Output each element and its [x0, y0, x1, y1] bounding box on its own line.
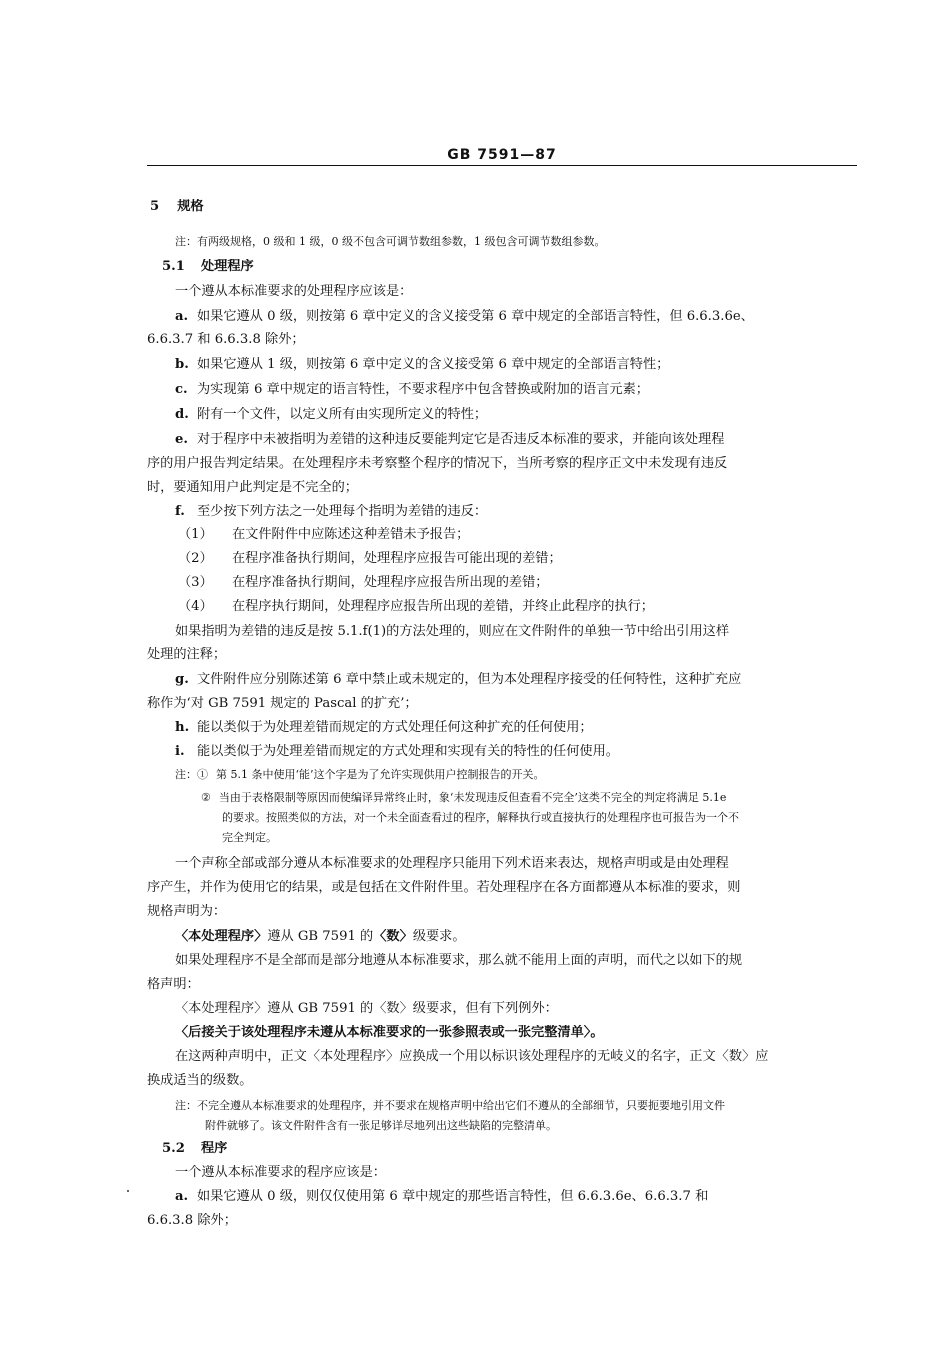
section-5-1-heading: [162, 259, 872, 275]
note-intro: 注：有两级规格，0 级和 1 级，0 级不包含可调节数组参数，1 级包含可调节数组参数。: [175, 235, 606, 248]
item-5-2-a-line1: a. 如果它遵从 0 级，则仅仅使用第 6 章中规定的那些语言特性，但 6.6.3.6e、6.6.3.7 和: [175, 1189, 709, 1204]
item-label: e.: [175, 432, 188, 447]
paragraph-4-line2: 换成适当的级数。: [147, 1073, 253, 1088]
paragraph-intro: 一个遵从本标准要求的处理程序应该是：: [175, 284, 413, 299]
section-title: 处理程序: [200, 259, 254, 274]
item-c: c. 为实现第 6 章中规定的语言特性，不要求程序中包含替换或附加的语言元素；: [175, 382, 649, 397]
f-subitem-3: （3） 在程序准备执行期间，处理程序应报告所出现的差错；: [178, 575, 549, 590]
f-after-line2: 处理的注释；: [147, 647, 227, 662]
section-number: 5.2: [162, 1141, 185, 1156]
page-header-code: GB 7591—87: [447, 147, 557, 163]
item-a-line1: a. 如果它遵从 0 级，则按第 6 章中定义的含义接受第 6 章中规定的全部语言特性，但 6.6.3.6e、: [175, 309, 754, 324]
item-f: f. 至少按下列方法之一处理每个指明为差错的违反：: [175, 504, 488, 519]
item-label: a.: [175, 1189, 189, 1204]
section-number: 5: [150, 199, 160, 214]
note-3-line1: 注：不完全遵从本标准要求的处理程序，并不要求在规格声明中给出它们不遵从的全部细节，只要扼要地引用文件: [175, 1099, 725, 1112]
section-5-2-heading: [162, 1141, 872, 1157]
item-label: a.: [175, 309, 189, 324]
f-after-line1: 如果指明为差错的违反是按 5.1.f(1)的方法处理的，则应在文件附件的单独一节中给出引用这样: [175, 624, 730, 639]
paragraph-2-line2: 序产生，并作为使用它的结果，或是包括在文件附件里。若处理程序在各方面都遵从本标准的要求，则: [147, 880, 741, 895]
claim-statement-1: 〈本处理程序〉遵从 GB 7591 的〈数〉级要求。: [175, 929, 466, 944]
item-label: c.: [175, 382, 188, 397]
claim-statement-2: 〈本处理程序〉遵从 GB 7591 的〈数〉级要求，但有下列例外：: [175, 1001, 558, 1016]
section-5-heading: [150, 199, 860, 215]
section-title: 程序: [200, 1141, 228, 1156]
header-rule: [147, 165, 857, 166]
item-label: i.: [175, 744, 185, 759]
paragraph-3-line2: 格声明：: [147, 977, 200, 992]
item-5-2-a-line2: 6.6.3.8 除外；: [147, 1213, 237, 1228]
f-subitem-4: （4） 在程序执行期间，处理程序应报告所出现的差错，并终止此程序的执行；: [178, 599, 654, 614]
item-label: b.: [175, 357, 189, 372]
item-label: d.: [175, 407, 189, 422]
paragraph-2-line1: 一个声称全部或部分遵从本标准要求的处理程序只能用下列术语来表达，规格声明或是由处理程: [175, 856, 729, 871]
item-a-line2: 6.6.3.7 和 6.6.3.8 除外；: [147, 332, 305, 347]
item-h: h. 能以类似于为处理差错而规定的方式处理任何这种扩充的任何使用；: [175, 720, 593, 735]
item-i: i. 能以类似于为处理差错而规定的方式处理和实现有关的特性的任何使用。: [175, 744, 619, 759]
note-2-line2: 的要求。按照类似的方法，对一个未全面查看过的程序，解释执行或直接执行的处理程序也可报告为一个不: [222, 811, 739, 824]
paragraph-4-line1: 在这两种声明中，正文〈本处理程序〉应换成一个用以标识该处理程序的无岐义的名字，正文〈数〉应: [175, 1049, 769, 1064]
item-label: f.: [175, 504, 185, 519]
claim-statement-3: 〈后接关于该处理程序未遵从本标准要求的一张参照表或一张完整清单〉。: [175, 1025, 604, 1040]
paragraph-3-line1: 如果处理程序不是全部而是部分地遵从本标准要求，那么就不能用上面的声明，而代之以如下的规: [175, 953, 743, 968]
item-label: g.: [175, 672, 189, 687]
note-2-line1: ② 当由于表格限制等原因而使编译异常终止时，象‘未发现违反但查看不完全’这类不完全的判定将满足 5.1e: [201, 791, 727, 804]
item-g-line2: 称作为‘对 GB 7591 规定的 Pascal 的扩充’；: [147, 696, 418, 711]
item-d: d. 附有一个文件，以定义所有由实现所定义的特性；: [175, 407, 488, 422]
paragraph-5: 一个遵从本标准要求的程序应该是：: [175, 1165, 386, 1180]
scan-speck: [127, 1190, 129, 1192]
item-label: h.: [175, 720, 190, 735]
item-b: b. 如果它遵从 1 级，则按第 6 章中定义的含义接受第 6 章中规定的全部语言特性；: [175, 357, 670, 372]
item-g-line1: g. 文件附件应分别陈述第 6 章中禁止或未规定的，但为本处理程序接受的任何特性，这种扩充应: [175, 672, 742, 687]
item-e-line1: e. 对于程序中未被指明为差错的这种违反要能判定它是否违反本标准的要求，并能向该处理程: [175, 432, 725, 447]
f-subitem-1: （1） 在文件附件中应陈述这种差错未予报告；: [178, 527, 470, 542]
section-title: 规格: [177, 199, 204, 214]
paragraph-2-line3: 规格声明为：: [147, 904, 227, 919]
f-subitem-2: （2） 在程序准备执行期间，处理程序应报告可能出现的差错；: [178, 551, 562, 566]
note-2-line3: 完全判定。: [222, 831, 277, 844]
note-1: 注：① 第 5.1 条中使用‘能’这个字是为了允许实现供用户控制报告的开关。: [175, 768, 545, 781]
item-e-line2: 序的用户报告判定结果。在处理程序未考察整个程序的情况下，当所考察的程序正文中未发现有违反: [147, 456, 728, 471]
note-3-line2: 附件就够了。该文件附件含有一张足够详尽地列出这些缺陷的完整清单。: [205, 1119, 557, 1132]
item-e-line3: 时，要通知用户此判定是不完全的；: [147, 480, 358, 495]
section-number: 5.1: [162, 259, 185, 274]
